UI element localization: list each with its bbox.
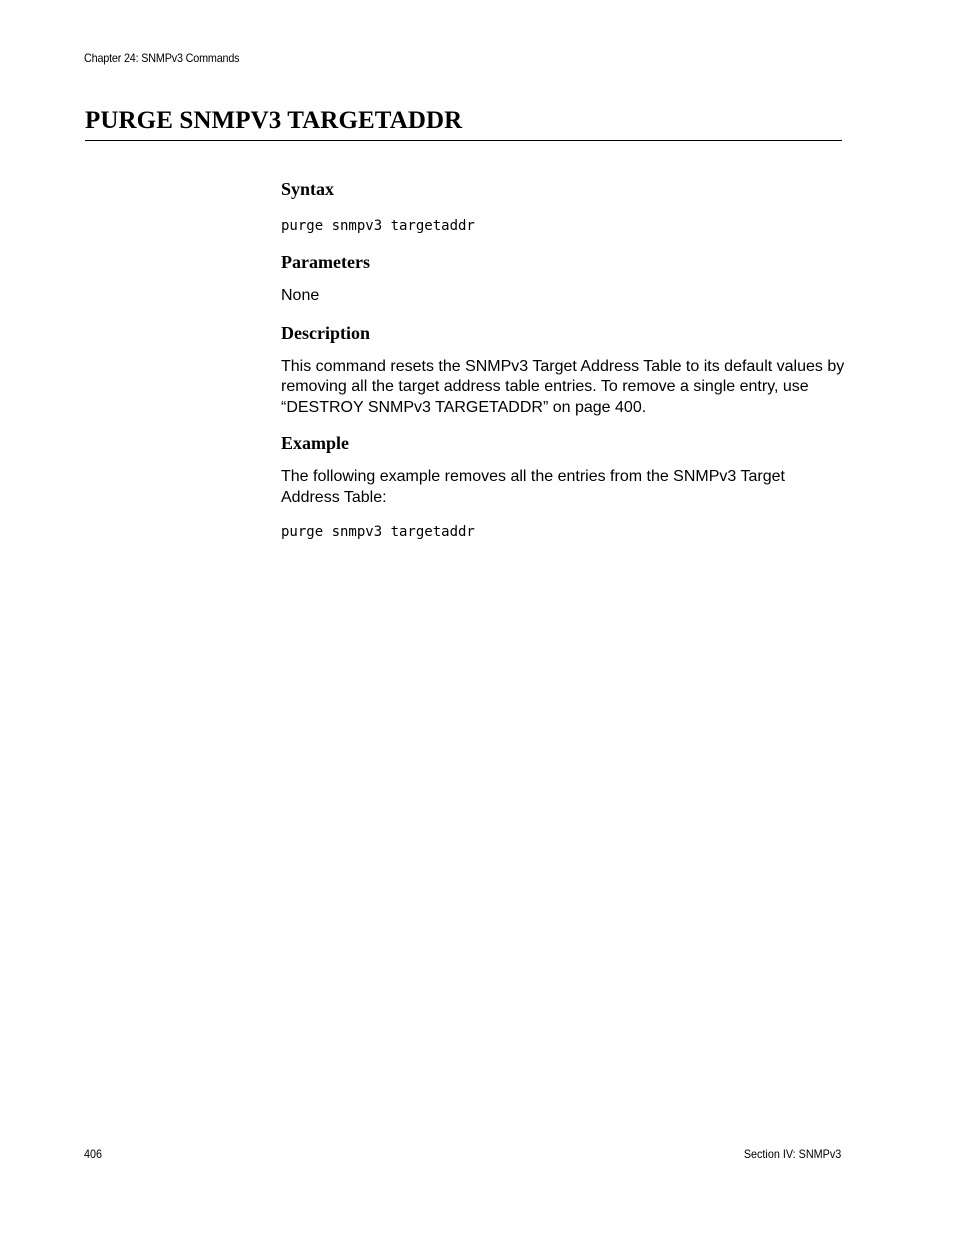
syntax-heading: Syntax bbox=[281, 179, 335, 199]
example-heading: Example bbox=[281, 433, 350, 453]
description-text: This command resets the SNMPv3 Target Address Table to its default values by removing all the target address table entries. To remove a single entry, use “DESTROY SNMPv3 TARGETADDR” on page 400. bbox=[281, 357, 845, 416]
page-title: PURGE SNMPV3 TARGETADDR bbox=[85, 107, 463, 134]
running-header: Chapter 24: SNMPv3 Commands bbox=[84, 51, 240, 65]
parameters-text: None bbox=[281, 287, 320, 304]
running-footer-section: Section IV: SNMPv3 bbox=[743, 1147, 841, 1161]
example-code: purge snmpv3 targetaddr bbox=[281, 524, 475, 540]
example-text: The following example removes all the entries from the SNMPv3 Target Address Table: bbox=[281, 468, 785, 506]
syntax-code: purge snmpv3 targetaddr bbox=[281, 218, 475, 234]
page-number: 406 bbox=[84, 1147, 103, 1161]
content-area bbox=[281, 176, 847, 542]
description-heading: Description bbox=[281, 322, 370, 343]
parameters-heading: Parameters bbox=[281, 252, 370, 272]
title-divider bbox=[85, 140, 842, 141]
